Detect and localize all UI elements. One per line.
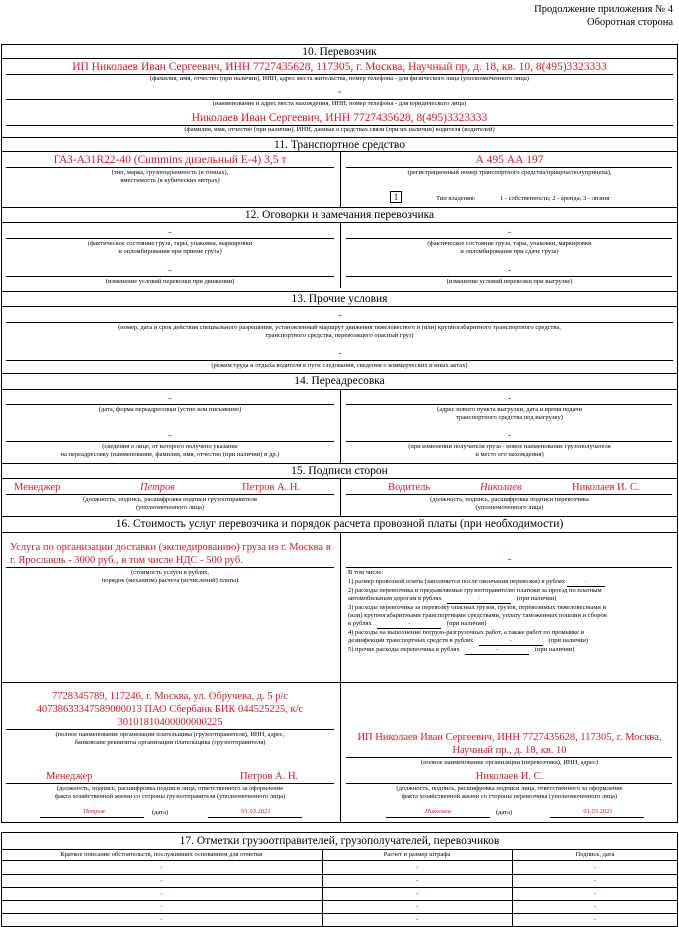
cost-item-5-value: - [465,646,529,655]
carrier-responsible-signature: Николаев [425,808,451,815]
underline [346,757,672,758]
cost-item-3 [348,620,670,629]
section-16-title: 16. Стоимость услуг перевозчика и порядок расчета провозной платы (при необходимости) [115,518,564,530]
carrier-name: Николаев И. С. [572,482,640,493]
caption-line: на переадресовку (наименование, фамилия, имя, отчество (при наличии) и др.) [60,451,280,458]
marks-cell: - [160,876,163,884]
col-header-description: Краткое описание обстоятельств, послуживших основанием для отметки [60,851,263,858]
marks-cell: - [160,889,163,897]
cost-item-3-value: - [377,620,441,629]
reg-number-caption: (регистрационный номер транспортного средства/прицепа/полуприцепа), [407,169,612,176]
redirect-source-value: - [168,430,172,441]
cost-item-2-suffix: (при наличии) [516,595,557,602]
col-header-penalty: Расчет и размер штрафа [383,851,451,858]
caption-line: транспортного средства, перевозящего опасный груз) [265,332,414,339]
caption-line: (должность, подпись, расшифровка подписи лица, ответственного за оформление [56,785,284,792]
underline [6,729,334,730]
special-permit-caption [0,324,679,340]
special-permit-value: - [337,310,342,321]
new-consignee-value: - [507,430,512,441]
underline [346,238,672,239]
caption-line: факта хозяйственной жизни со стороны грузоотправителя (уполномоченного лица) [54,793,286,800]
marks-cell: - [415,889,419,897]
payer-line2: 40738633347589000013 ПАО Сбербанк БИК 044525225, к/с [36,704,304,715]
underline [346,567,672,568]
cost-item-5-text: 5) прочие расходы перевозчика в рублях [348,646,460,653]
payer-line1: 7728345789, 117246, г. Москва, ул. Обручева, д. 5 р/с [51,691,289,702]
caption-line: (уполномоченного лица) [135,504,205,511]
table-row-divider [1,913,678,914]
load-state-caption [2,240,338,256]
cost-item-5 [348,646,670,655]
payer-details [2,690,338,729]
carrier-signature: Николаев [480,482,522,493]
cost-item-2 [348,595,670,604]
underline [6,567,334,568]
col-header-signature: Подпись, дата [575,851,615,858]
carrier-position: Водитель [388,482,431,493]
cost-item-1 [348,578,670,587]
underline [6,783,334,784]
payer-line3: 30101810400000000225 [117,717,223,728]
caption-line: (фактическое состояние груза, тары, упаковки, маркировки [427,240,592,247]
payer-responsible-name: Петров А. Н. [240,771,299,782]
marks-cell: - [593,876,597,884]
including-label: В том числе: [348,569,384,576]
underline [550,817,644,818]
cost-item-4a: 4) расходы на выполнение погрузо-разгрузочных работ, а также работ по промывке и [348,629,585,636]
carrier-responsible-caption [342,785,677,801]
new-unload-point-caption [342,406,677,422]
appendix-continuation [534,3,673,29]
load-state-value: - [168,227,172,238]
cost-item-5-suffix: (при наличии) [534,646,575,653]
cost-breakdown [348,569,670,655]
marks-cell: - [593,902,597,910]
underline [6,322,673,323]
payer-date-value: 01.03.2021 [241,808,271,815]
movement-change-caption: (изменение условий перевозки при движении) [105,278,235,285]
ownership-label: Тип владения: [436,195,476,202]
section-15-title: 15. Подписи сторон [291,465,388,477]
caption-line: (номер, дата и срок действия специального разрешения, установленный маршрут движения тяжеловесного и (или) крупногабаритного транспортного средства, [118,324,561,331]
divider [1,860,678,861]
marks-cell: - [593,915,597,923]
column-divider [340,532,341,823]
driver-caption: (фамилия, имя, отчество (при наличии), ИНН, данные о средствах связи (при их наличии) водителя (водителей) [184,126,495,133]
shipper-position: Менеджер [14,482,61,493]
vehicle-caption-line1: (тип, марка, грузоподъемность (в тоннах), [111,169,229,176]
work-rest-value: - [337,348,342,359]
column-divider [340,151,341,207]
section-11-title: 11. Транспортное средство [274,139,405,151]
cost-item-3b: (или) крупногабаритными транспортными средствами, уплату таможенных пошлин и сборов [348,612,607,619]
appendix-label: Продолжение приложения № 4 [534,4,673,15]
caption-line: (при изменении получателя груза - новое наименование грузополучателя [408,443,611,450]
underline [6,238,334,239]
cost-item-1-text: 1) размер провозной платы (заполняется после окончания перевозки) в рублях [348,578,566,585]
marks-cell: - [160,863,163,871]
carrier-sign-caption [342,496,677,512]
carrier-legal-value: - [337,86,342,98]
table-row-divider [1,900,678,901]
cost-item-4-suffix: (при наличии) [548,637,589,644]
carrier-individual-caption: (фамилия, имя, отчество (при наличии), ИНН, адрес места жительства, номер телефона - для физического лица (уполномоченного лица) [150,75,529,82]
carrier-org-line1: ИП Николаев Иван Сергеевич, ИНН 7727435628, 117305, г. Москва, [357,732,662,743]
underline [6,167,334,168]
new-unload-point-value: - [507,393,512,404]
cost-item-4 [348,637,670,646]
carrier-org-details [342,731,677,757]
carrier-org-caption: (полное наименование организации (перевозчика), ИНН, адрес) [420,759,599,766]
cost-item-4-text: дезинфекции транспортных средств в рублях [348,637,474,644]
column-divider [340,389,341,463]
shipper-signature: Петров [140,482,175,493]
caption-line: (должность, подпись, расшифровка подписи лица, ответственного за оформление [396,785,623,792]
caption-line: порядок (механизм) расчета (исчислений) платы) [101,577,239,584]
driver-value: Николаев Иван Сергеевич, ИНН 7727435628, 8(495)3323333 [191,112,488,124]
carrier-legal-caption: (наименование и адрес места нахождения, ИНН, номер телефона - для юридического лица) [212,100,467,107]
unload-change-value: - [507,265,512,276]
caption-line: транспортного средства под выгрузку) [456,414,563,421]
carrier-individual-value: ИП Николаев Иван Сергеевич, ИНН 7727435628, 117305, г. Москва, Научный пр, д. 18, кв. 10, 8(495)3323333 [72,61,607,73]
marks-cell: - [415,863,419,871]
vehicle-caption-line2: вместимость (в кубических метрах) [120,177,220,184]
marks-cell: - [593,863,597,871]
service-cost-caption [2,569,338,585]
section-12-title: 12. Оговорки и замечания перевозчика [244,209,435,221]
cost-item-1-value: - [567,578,605,587]
vehicle-caption [2,169,338,185]
table-row-divider [1,887,678,888]
divider [1,306,678,307]
service-cost-line1: Услуга по организации доставки (экспедированию) груза из г. Москва в [10,542,331,553]
underline [6,441,334,442]
caption-line: (фактическое состояние груза, тары, упаковки, маркировки [87,240,253,247]
underline [6,494,334,495]
underline [346,167,672,168]
cost-item-2a: 2) расходы перевозчика и предъявляемые грузоотправителю платежи за проезд по платным [348,587,602,594]
caption-line: (должность, подпись, расшифровка подписи перевозчика [430,496,589,503]
payer-responsible-caption [2,785,338,801]
caption-line: факта хозяйственной жизни со стороны перевозчика (уполномоченного лица) [401,793,618,800]
marks-cell: - [415,876,419,884]
ownership-legend: 1 - собственность; 2 - аренда; 3 - лизинг [500,195,611,202]
cost-item-2-text: автомобильным дорогам в рублях [348,595,442,602]
caption-line: (стоимость услуги в рублях, [130,569,210,576]
unload-change-caption: (изменение условий перевозки при выгрузке) [446,278,573,285]
underline [6,360,673,361]
section-17-title: 17. Отметки грузоотправителей, грузополучателей, перевозчиков [179,835,500,847]
underline [346,276,672,277]
underline [346,494,672,495]
section-10-title: 10. Перевозчик [302,46,377,58]
service-cost-value [10,541,336,567]
caption-line: (должность, подпись, расшифровка подписи грузоотправителя [83,496,257,503]
marks-cell: - [593,889,597,897]
caption-line: и опломбирования при приеме груза) [118,248,222,255]
payer-responsible-signature: Петров [83,808,105,815]
service-cost-line2: г. Ярославль - 3000 руб., в том числе НДС - 500 руб. [10,555,243,566]
carrier-date-label: (дата) [496,809,513,816]
caption-line: и место его нахождения) [475,451,544,458]
caption-line: (адрес нового пункта выгрузки, дата и время подачи [437,406,582,413]
column-divider [340,222,341,288]
marks-cell: - [160,915,163,923]
unload-state-value: - [507,227,512,238]
caption-line: (сведения о лице, от которого получено указание [102,443,238,450]
cost-item-3-suffix: (при наличии) [446,620,487,627]
marks-cell: - [160,902,163,910]
underline [40,817,144,818]
caption-line: банковские реквизиты организации плательщика (грузоотправителя) [74,739,266,746]
carrier-date-value: 01.03.2021 [583,808,613,815]
reg-number-value: А 495 АА 197 [475,154,544,166]
unload-state-caption [342,240,677,256]
movement-change-value: - [168,265,172,276]
underline [346,783,672,784]
underline [346,404,672,405]
underline [346,441,672,442]
marks-cell: - [415,915,419,923]
redirect-date-value: - [168,393,172,404]
caption-line: (полное наименование организации плательщика (грузоотправителя), ИНН, адрес, [55,731,285,738]
work-rest-caption: (режим труда и отдыха водителя в пути следования, сведения о коммерческих и иных актах) [211,362,468,369]
payer-date-label: (дата) [152,809,169,816]
underline [208,817,302,818]
cost-item-2-value: - [447,595,511,604]
shipper-name: Петров А. Н. [242,482,301,493]
redirect-date-caption: (дата, форма переадресовки (устно или письменно) [98,406,242,413]
cost-right-value: - [507,554,512,565]
divider [1,58,678,59]
caption-line: и опломбирования при сдаче груза) [460,248,559,255]
divider [1,682,678,683]
cost-item-3a: 3) расходы перевозчика за перевозку опасных грузов, грузов, перевозимых тяжеловесными и [348,604,607,611]
section-14-title: 14. Переадресовка [294,375,385,387]
section-13-title: 13. Прочие условия [291,293,388,305]
column-divider [340,478,341,516]
underline [6,276,334,277]
carrier-org-line2: Научный пр., д. 18, кв. 10 [452,745,567,756]
reverse-side-label: Оборотная сторона [587,17,673,28]
divider [1,849,678,850]
redirect-source-caption [2,443,338,459]
caption-line: (уполномоченного лица) [475,504,544,511]
carrier-responsible-name: Николаев И. С. [475,771,544,782]
table-row-divider [1,874,678,875]
new-consignee-caption [342,443,677,459]
underline [386,817,490,818]
underline [6,404,334,405]
cost-item-3-text: в рублях [348,620,372,627]
marks-cell: - [415,902,419,910]
payer-caption [2,731,338,747]
cost-item-4-value: - [479,637,543,646]
ownership-type-box: 1 [390,191,402,203]
payer-responsible-position: Менеджер [46,771,93,782]
vehicle-value: ГАЗ-А31R22-40 (Cummins дизельный Е-4) 3,5 т [53,154,287,166]
shipper-sign-caption [2,496,338,512]
